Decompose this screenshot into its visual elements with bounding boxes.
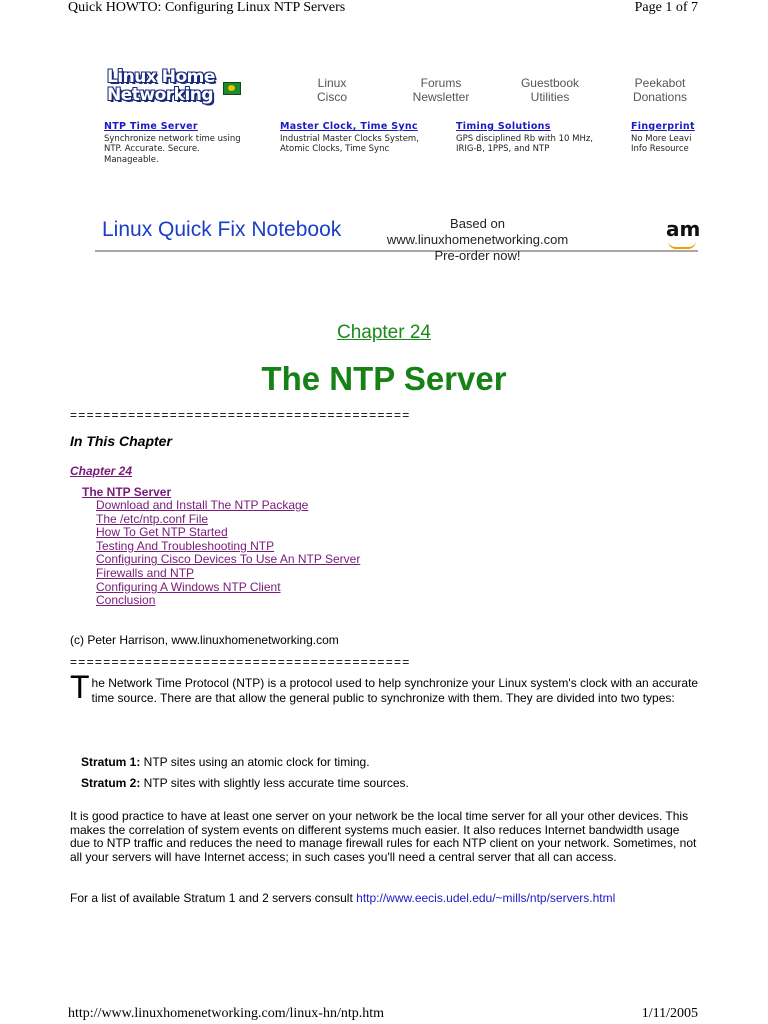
chapter-label xyxy=(0,322,768,344)
flag-icon xyxy=(223,82,241,95)
toc-item xyxy=(96,526,360,540)
toc-item xyxy=(96,540,360,554)
ad-title-link[interactable]: Fingerprint xyxy=(631,121,695,132)
nav-group-linux-cisco xyxy=(282,76,382,104)
section-heading: In This Chapter xyxy=(70,433,172,449)
ad-title-link[interactable]: Master Clock, Time Sync xyxy=(280,121,418,132)
stratum-1-label: Stratum 1: xyxy=(81,755,141,769)
ad-line: GPS disciplined Rb with 10 MHz, xyxy=(456,133,594,144)
ad-line: Manageable. xyxy=(104,154,159,165)
chapter-label-link[interactable]: Chapter 24 xyxy=(336,322,431,343)
ad-title-link[interactable]: Timing Solutions xyxy=(456,121,551,132)
nav-group-forums-newsletter xyxy=(391,76,491,104)
page-footer-url: http://www.linuxhomenetworking.com/linux-hn/ntp.htm xyxy=(68,1006,385,1021)
logo-line-2: Networking xyxy=(107,85,214,105)
stratum-2-label: Stratum 2: xyxy=(81,776,141,790)
copyright-line: (c) Peter Harrison, www.linuxhomenetworking.com xyxy=(70,633,339,647)
toc-chapter-link[interactable]: Chapter 24 xyxy=(70,464,133,478)
servers-paragraph xyxy=(70,891,615,905)
toc-link[interactable]: Testing And Troubleshooting NTP xyxy=(96,538,275,553)
ad-title-link[interactable]: NTP Time Server xyxy=(104,121,198,132)
nav-group-peekabot-donations xyxy=(610,76,710,104)
toc-link[interactable]: Download and Install The NTP Package xyxy=(96,498,309,512)
toc-item xyxy=(96,513,360,527)
nav-group-guestbook-utilities xyxy=(500,76,600,104)
intro-text: he Network Time Protocol (NTP) is a protocol used to help synchronize your Linux system's clock with an accurate time source. There are that allow the general public to synchronize with them. They are divided into two types: xyxy=(91,676,699,705)
servers-link[interactable]: http://www.eecis.udel.edu/~mills/ntp/servers.html xyxy=(356,891,616,905)
drop-cap: T xyxy=(70,669,90,705)
nav-link-donations[interactable]: Donations xyxy=(632,90,688,104)
page-title: The NTP Server xyxy=(261,360,507,397)
page-footer-date: 1/11/2005 xyxy=(641,1006,698,1021)
toc-link[interactable]: The /etc/ntp.conf File xyxy=(96,511,209,526)
ad-line: NTP. Accurate. Secure. xyxy=(104,144,200,154)
nav-link-newsletter[interactable]: Newsletter xyxy=(412,90,470,104)
page-header-title: Quick HOWTO: Configuring Linux NTP Servers xyxy=(68,0,346,15)
book-banner[interactable] xyxy=(95,212,701,263)
divider-rule: ========================================= xyxy=(70,408,411,422)
ad-line: Info Resource xyxy=(631,144,689,154)
toc-section-link[interactable]: The NTP Server xyxy=(82,485,172,499)
body-paragraph: It is good practice to have at least one server on your network be the local time server for all your other devices. This makes the correlation of system events on different systems much easier. It also reduces Internet bandwidth usage due to NTP traffic and reduces the need to manage firewall rules for each NTP client on your network. Sometimes, not all your servers will have Internet access; in such cases you'll need a central server that all can access. xyxy=(70,809,697,864)
nav-link-guestbook[interactable]: Guestbook xyxy=(520,76,580,90)
toc-link[interactable]: Conclusion xyxy=(96,593,156,608)
banner-line-1: Based on www.linuxhomenetworking.com xyxy=(386,216,569,247)
toc-item xyxy=(96,594,360,608)
toc-link[interactable]: How To Get NTP Started xyxy=(96,525,228,540)
nav-link-cisco[interactable]: Cisco xyxy=(316,90,347,104)
ad-fingerprint xyxy=(631,122,698,155)
banner-title: Linux Quick Fix Notebook xyxy=(102,218,342,241)
ad-line: Industrial Master Clocks System, xyxy=(280,133,419,144)
toc-item xyxy=(96,499,360,513)
toc-link[interactable]: Configuring A Windows NTP Client xyxy=(96,579,281,594)
stratum-1-item xyxy=(81,755,370,769)
intro-paragraph xyxy=(70,669,700,705)
amazon-logo-text: am xyxy=(666,217,701,241)
site-logo[interactable] xyxy=(107,68,247,110)
ad-master-clock xyxy=(280,122,450,155)
nav-link-linux[interactable]: Linux xyxy=(317,76,347,90)
stratum-2-item xyxy=(81,776,409,790)
toc-list xyxy=(96,499,360,608)
toc-link[interactable]: Firewalls and NTP xyxy=(96,565,195,580)
banner-line-2: Pre-order now! xyxy=(434,248,521,263)
banner-tagline xyxy=(375,216,580,264)
ad-line: No More Leavi xyxy=(631,133,692,144)
ad-line: Synchronize network time using xyxy=(104,133,241,144)
stratum-1-text: NTP sites using an atomic clock for timing. xyxy=(140,755,370,769)
nav-link-forums[interactable]: Forums xyxy=(420,76,462,90)
nav-link-utilities[interactable]: Utilities xyxy=(530,90,570,104)
servers-text: For a list of available Stratum 1 and 2 servers consult xyxy=(70,891,357,905)
amazon-smile-icon xyxy=(668,241,696,249)
ad-timing-solutions xyxy=(456,122,626,155)
page-number: Page 1 of 7 xyxy=(634,0,698,15)
toc-item xyxy=(96,553,360,567)
toc-item xyxy=(96,567,360,581)
toc-link[interactable]: Configuring Cisco Devices To Use An NTP Server xyxy=(96,552,361,567)
ad-line: Atomic Clocks, Time Sync xyxy=(280,144,390,154)
stratum-2-text: NTP sites with slightly less accurate time sources. xyxy=(140,776,409,790)
divider-rule: ========================================= xyxy=(70,655,411,669)
ad-ntp-time-server xyxy=(104,122,274,165)
ad-line: IRIG-B, 1PPS, and NTP xyxy=(456,144,550,154)
nav-link-peekabot[interactable]: Peekabot xyxy=(634,76,686,90)
toc-item xyxy=(96,581,360,595)
logo-line-1: Linux Home xyxy=(107,67,215,87)
